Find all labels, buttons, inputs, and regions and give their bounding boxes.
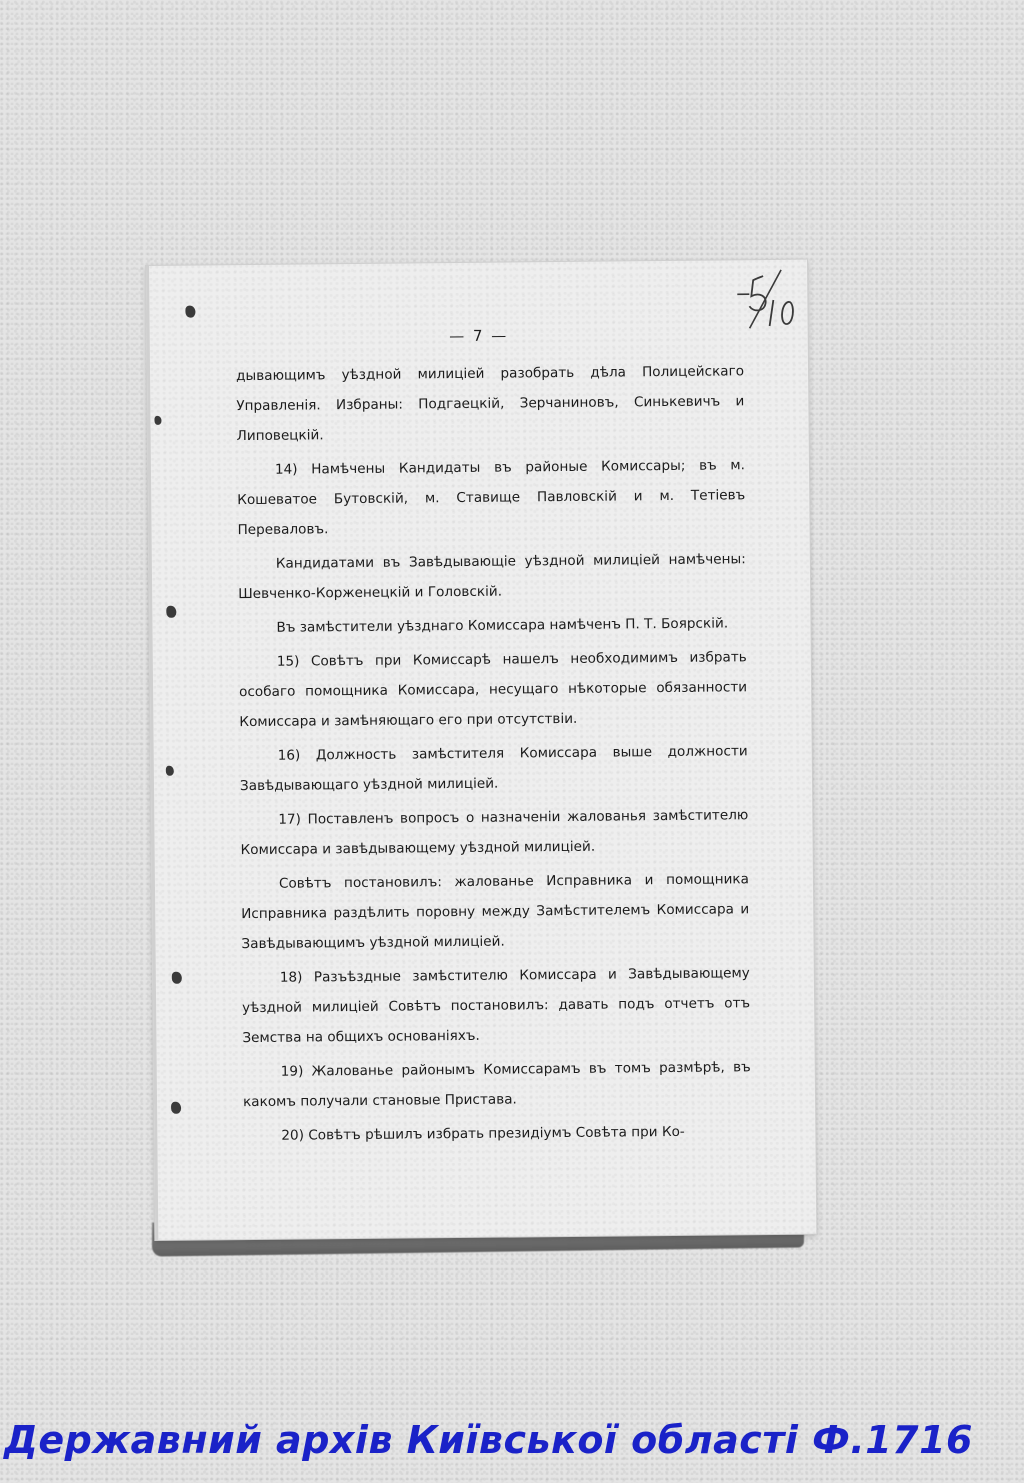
paragraph: 17) Поставленъ вопросъ о назначеніи жалованья замѣстителю Комиссара и завѣдывающему уѣздной милиціей. <box>240 807 749 859</box>
binding-hole-mark <box>171 1102 181 1114</box>
paragraph: 20) Совѣтъ рѣшилъ избрать президіумъ Совѣта при Ко- <box>281 1123 685 1144</box>
binding-hole-mark <box>166 606 176 618</box>
paragraph: 14) Намѣчены Кандидаты въ районые Комиссары; въ м. Кошеватое Бутовскій, м. Ставище Павловскій и м. Тетіевъ Переваловъ. <box>237 457 746 539</box>
binding-hole-mark <box>166 766 174 776</box>
paragraph: дывающимъ уѣздной милиціей разобрать дѣла Полицейскаго Управленія. Избраны: Подгаецкій, Зерчаниновъ, Синькевичъ и Липовецкій. <box>235 363 745 445</box>
paragraph: 16) Должность замѣстителя Комиссара выше должности Завѣдывающаго уѣздной милиціей. <box>239 743 748 795</box>
archive-caption: Державний архів Київської області Ф.1716 <box>4 1418 973 1462</box>
binding-hole-mark <box>185 306 195 318</box>
binding-hole-mark <box>172 972 182 984</box>
page-number: — 7 — <box>449 326 509 346</box>
paragraph: 18) Разъѣздные замѣстителю Комиссара и Завѣдывающему уѣздной милиціей Совѣтъ постановилъ: давать подъ отчетъ отъ Земства на общихъ основаніяхъ. <box>242 965 751 1047</box>
paragraph: Совѣтъ постановилъ: жалованье Исправника и помощника Исправника раздѣлить поровну между Замѣстителемъ Комиссара и Завѣдывающимъ уѣздной милиціей. <box>241 871 750 953</box>
document-page <box>146 260 816 1240</box>
document-body <box>236 356 752 1155</box>
paragraph: 15) Совѣтъ при Комиссарѣ нашелъ необходимимъ избрать особаго помощника Комиссара, несущаго нѣкоторые обязанности Комиссара и замѣняющаго его при отсутствіи. <box>239 649 748 731</box>
paragraph: Кандидатами въ Завѣдывающіе уѣздной милиціей намѣчены: Шевченко-Корженецкій и Головскій. <box>238 551 746 603</box>
paragraph: 19) Жалованье районымъ Комиссарамъ въ томъ размѣрѣ, въ какомъ получали становые Пристава. <box>242 1059 751 1111</box>
paragraph: Въ замѣстители уѣзднаго Комиссара намѣченъ П. Т. Боярскій. <box>276 615 729 636</box>
binding-hole-mark <box>154 416 161 425</box>
